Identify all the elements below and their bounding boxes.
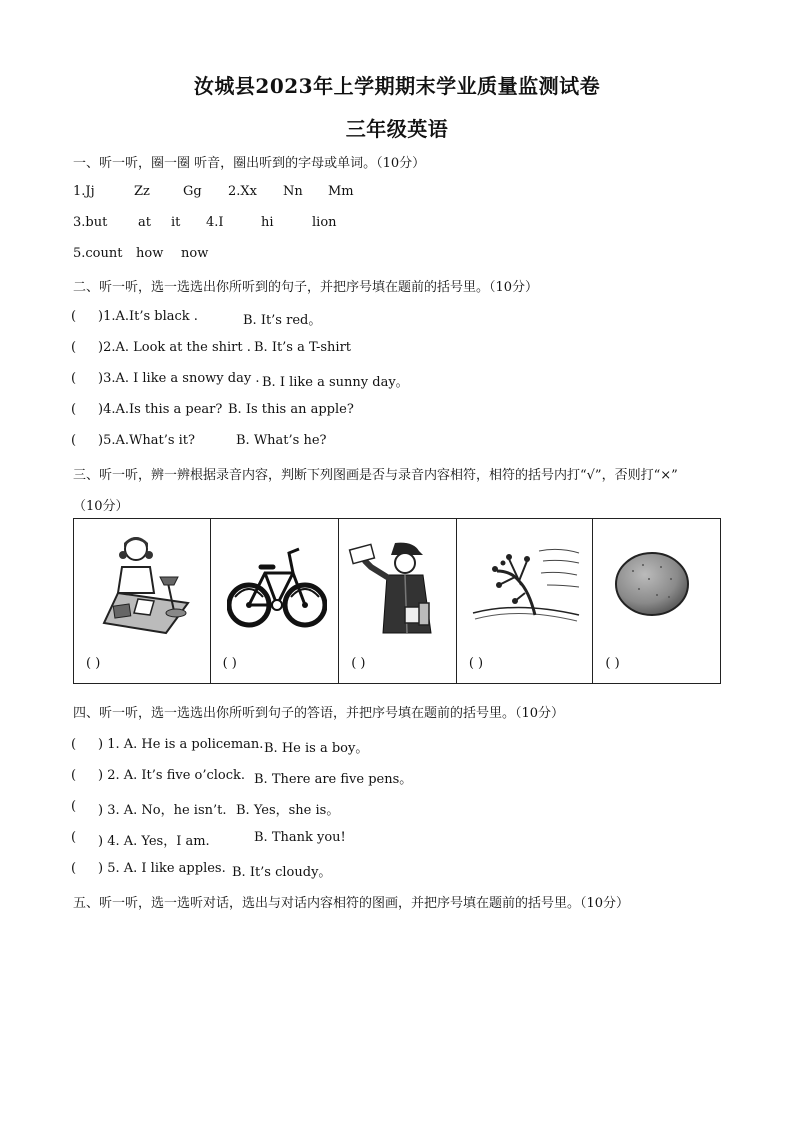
choice: at — [138, 215, 151, 230]
choice: now — [181, 246, 209, 261]
choice: Gg — [183, 184, 202, 199]
postman-icon — [347, 537, 443, 635]
answer-bracket-open: ( — [71, 799, 77, 814]
choice: 2.Xx — [228, 184, 257, 199]
picture-cell-3 — [339, 519, 457, 683]
section2-heading: 二、听一听，选一选选出你所听到的句子，并把序号填在题前的括号里。（10分） — [73, 280, 539, 295]
choice: it — [171, 215, 181, 230]
orange-icon — [613, 549, 691, 619]
option-a: )1.A.It’s black . — [98, 309, 198, 324]
choice: 3.but — [73, 215, 108, 230]
answer-bracket-open: ( — [71, 737, 77, 752]
answer-bracket-open: ( — [71, 371, 77, 386]
exam-subtitle: 三年级英语 — [345, 117, 449, 141]
option-a: ) 1. A. He is a policeman. — [98, 737, 264, 752]
option-b: B. He is a boy。 — [264, 741, 369, 756]
choice: Mm — [328, 184, 354, 199]
option-a: )2.A. Look at the shirt . — [98, 340, 251, 355]
choice: lion — [312, 215, 337, 230]
choice: Zz — [134, 184, 150, 199]
option-a: ) 3. A. No，he isn’t. — [98, 803, 227, 818]
option-a: )5.A.What’s it? — [98, 433, 195, 448]
section5-heading: 五、听一听，选一选听对话，选出与对话内容相符的图画，并把序号填在题前的括号里。（10分） — [73, 896, 630, 911]
option-a: ) 2. A. It’s five o’clock. — [98, 768, 246, 783]
option-b: B. I like a sunny day。 — [262, 375, 409, 390]
choice: 1.Jj — [73, 184, 95, 199]
answer-bracket-open: ( — [71, 340, 77, 355]
girl-writing-icon — [96, 533, 196, 641]
answer-bracket-open: ( — [71, 830, 77, 845]
option-b: B. It’s a T-shirt — [254, 340, 352, 355]
choice: hi — [261, 215, 274, 230]
picture-cell-2 — [211, 519, 340, 683]
option-a: )3.A. I like a snowy day . — [98, 371, 260, 386]
answer-bracket-open: ( — [71, 433, 77, 448]
bicycle-icon — [227, 543, 327, 635]
choice: 5.count — [73, 246, 123, 261]
exam-title: 汝城县2023年上学期期末学业质量监测试卷 — [193, 74, 601, 98]
option-b: B. Is this an apple? — [228, 402, 354, 417]
answer-bracket-open: ( — [71, 309, 77, 324]
choice: how — [136, 246, 164, 261]
option-b: B. There are five pens。 — [254, 772, 413, 787]
answer-bracket-open: ( — [71, 402, 77, 417]
option-a: ) 5. A. I like apples. — [98, 861, 226, 876]
answer-bracket-open: ( — [71, 768, 77, 783]
answer-bracket: ( ) — [86, 656, 101, 671]
choice: 4.I — [206, 215, 224, 230]
choice: Nn — [283, 184, 303, 199]
answer-bracket: ( ) — [605, 656, 620, 671]
section1-heading: 一、听一听，圈一圈 听音，圈出听到的字母或单词。（10分） — [73, 156, 426, 171]
picture-cell-1 — [74, 519, 211, 683]
answer-bracket: ( ) — [468, 656, 484, 671]
option-b: B. What’s he? — [236, 433, 327, 448]
picture-cell-5 — [593, 519, 720, 683]
picture-table — [73, 518, 721, 684]
option-a: )4.A.Is this a pear? — [98, 402, 223, 417]
answer-bracket: ( ) — [351, 656, 366, 671]
option-a: ) 4. A. Yes，I am. — [98, 834, 210, 849]
answer-bracket: ( ) — [222, 656, 237, 671]
windy-tree-icon — [469, 541, 581, 627]
option-b: B. It’s red。 — [243, 313, 322, 328]
option-b: B. Thank you! — [254, 830, 346, 845]
section3-heading: 三、听一听，辨一辨根据录音内容，判断下列图画是否与录音内容相符，相符的括号内打“√”，否则打“×” — [73, 468, 678, 483]
option-b: B. Yes，she is。 — [236, 803, 340, 818]
section4-heading: 四、听一听，选一选选出你所听到句子的答语，并把序号填在题前的括号里。（10分） — [73, 706, 565, 721]
answer-bracket-open: ( — [71, 861, 77, 876]
picture-cell-4 — [457, 519, 594, 683]
option-b: B. It’s cloudy。 — [232, 865, 332, 880]
section3-heading-score: （10分） — [73, 499, 129, 514]
